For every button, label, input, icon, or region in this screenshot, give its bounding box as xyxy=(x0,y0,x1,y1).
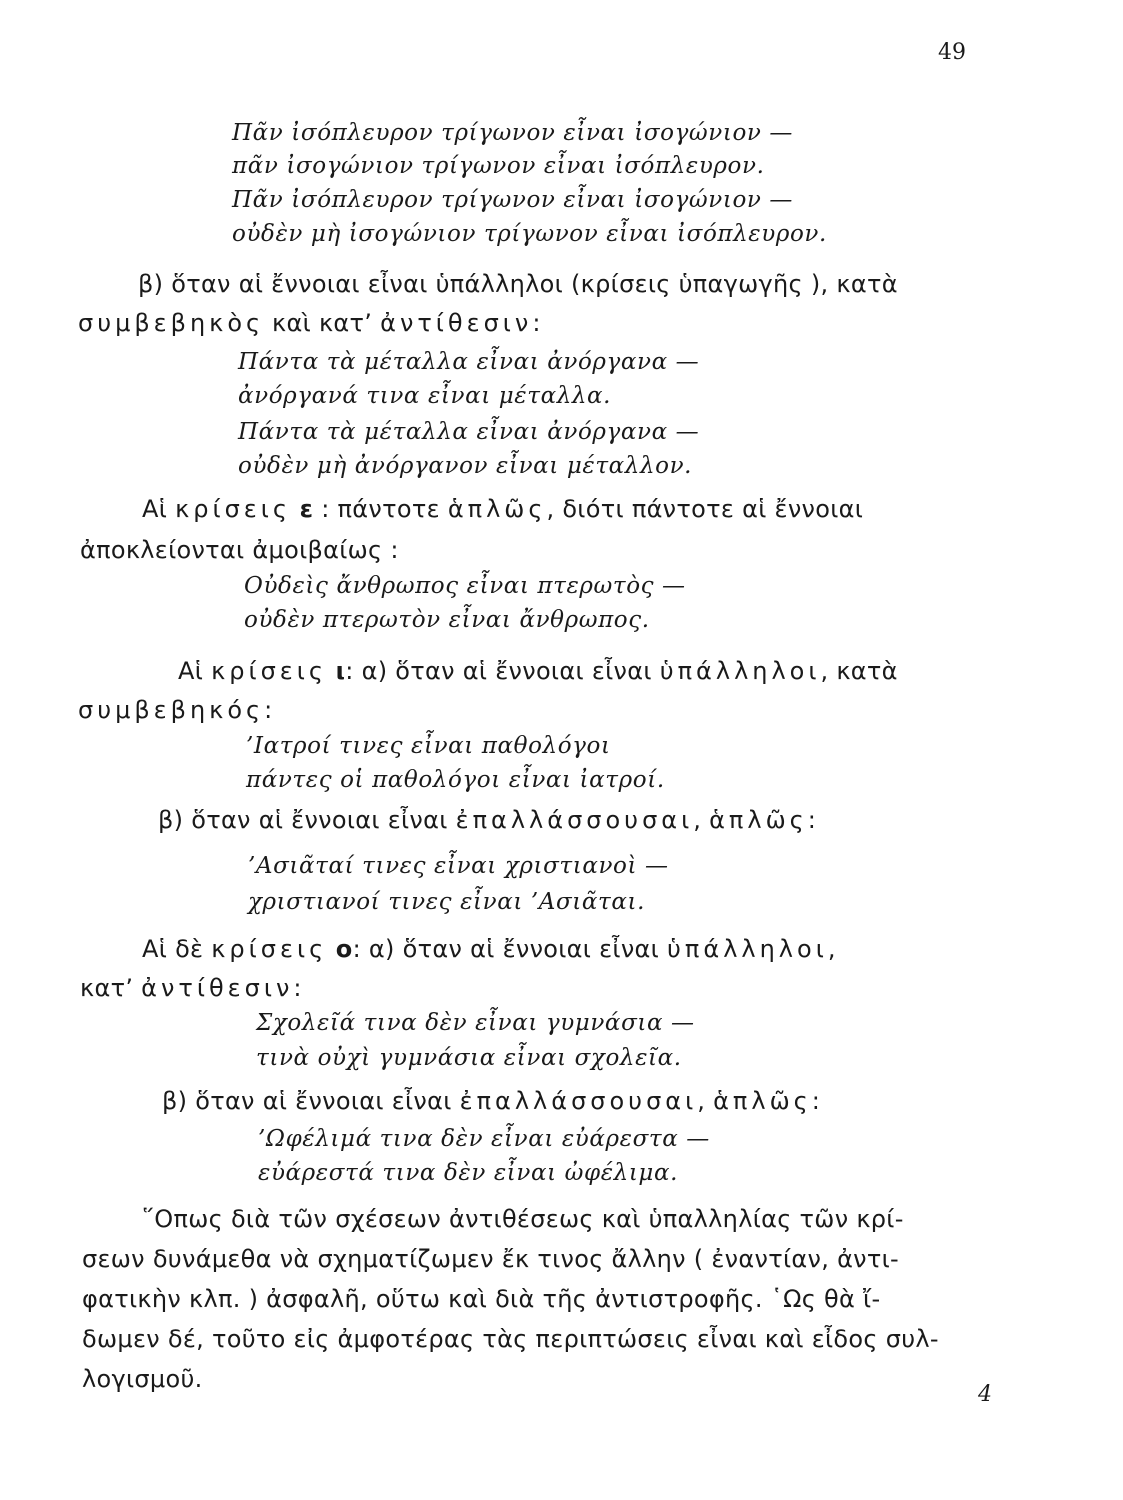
paragraph-line: ῞Οπως διὰ τῶν σχέσεων ἀντιθέσεως καὶ ὑπαλληλίας τῶν κρί- xyxy=(142,1205,904,1233)
judgment-letter: ο xyxy=(327,935,353,963)
text-run: : xyxy=(532,309,541,337)
paragraph-line: ἀποκλείονται ἀμοιβαίως : xyxy=(80,536,399,564)
example-line: πάντες οἱ παθολόγοι εἶναι ἰατροί. xyxy=(246,767,665,793)
text-run: Αἱ xyxy=(178,657,212,685)
paragraph-line: δωμεν δέ, τοῦτο εἰς ἀμφοτέρας τὰς περιπτώσεις εἶναι καὶ εἶδος συλ- xyxy=(82,1325,939,1353)
spaced-term: κρίσεις xyxy=(211,935,328,963)
text-run: : α) ὅταν αἱ ἔννοιαι εἶναι xyxy=(352,935,668,963)
judgment-letter: ε xyxy=(290,495,314,523)
text-run: β) ὅταν αἱ ἔννοιαι εἶναι xyxy=(158,806,456,834)
example-line: Πάντα τὰ μέταλλα εἶναι ἀνόργανα — xyxy=(238,419,700,445)
example-line: χριστιανοί τινες εἶναι ’Ασιᾶται. xyxy=(248,889,646,915)
text-run: Αἱ xyxy=(142,495,176,523)
spaced-term: κρίσεις xyxy=(211,657,327,685)
example-line: ’Ασιᾶταί τινες εἶναι χριστιανοὶ — xyxy=(248,853,669,879)
judgment-letter: ι xyxy=(326,657,346,685)
text-run: , xyxy=(697,1087,714,1115)
paragraph-line xyxy=(142,935,836,963)
text-run: β) ὅταν αἱ ἔννοιαι εἶναι xyxy=(162,1087,460,1115)
spaced-term: ἀντίθεσιν xyxy=(141,974,294,1002)
example-line: πᾶν ἰσογώνιον τρίγωνον εἶναι ἰσόπλευρον. xyxy=(232,153,765,179)
paragraph-line: φατικὴν κλπ. ) ἀσφαλῆ, οὕτω καὶ διὰ τῆς ἀντιστροφῆς. ῾Ως θὰ ἴ- xyxy=(82,1285,881,1313)
paragraph-line xyxy=(78,696,273,724)
example-line: ἀνόργανά τινα εἶναι μέταλλα. xyxy=(238,383,612,409)
text-run: καὶ κατ’ xyxy=(264,309,381,337)
text-run: , xyxy=(827,935,836,963)
spaced-term: συμβεβηκὸς xyxy=(78,309,265,337)
paragraph-line: σεων δυνάμεθα νὰ σχηματίζωμεν ἔκ τινος ἄλλην ( ἐναντίαν, ἀντι- xyxy=(82,1245,900,1273)
example-line: ’Ιατροί τινες εἶναι παθολόγοι xyxy=(246,733,611,759)
text-run: , xyxy=(693,806,710,834)
spaced-term: ἐπαλλάσσουσαι xyxy=(459,1087,698,1115)
text-run: : πάντοτε xyxy=(313,495,448,523)
text-run: : xyxy=(264,696,273,724)
spaced-term: κρίσεις xyxy=(175,495,291,523)
text-run: : xyxy=(293,974,302,1002)
spaced-term: ὑπάλληλοι xyxy=(667,935,828,963)
example-line: τινὰ οὐχὶ γυμνάσια εἶναι σχολεῖα. xyxy=(256,1045,682,1071)
paragraph-line: λογισμοῦ. xyxy=(82,1365,203,1393)
spaced-term: ἁπλῶς xyxy=(713,1087,812,1115)
paragraph-line: β) ὅταν αἱ ἔννοιαι εἶναι ὑπάλληλοι (κρίσεις ὑπαγωγῆς ), κατὰ xyxy=(138,270,898,298)
text-run: , κατὰ xyxy=(820,657,898,685)
text-run: , διότι πάντοτε αἱ ἔννοιαι xyxy=(546,495,864,523)
example-line: οὐδὲν πτερωτὸν εἶναι ἄνθρωπος. xyxy=(244,607,650,633)
spaced-term: ἁπλῶς xyxy=(447,495,547,523)
example-line: Πᾶν ἰσόπλευρον τρίγωνον εἶναι ἰσογώνιον — xyxy=(232,187,794,213)
paragraph-line xyxy=(78,309,541,337)
paragraph-line xyxy=(178,657,898,685)
example-line: Πάντα τὰ μέταλλα εἶναι ἀνόργανα — xyxy=(238,349,700,375)
paragraph-line xyxy=(162,1087,820,1115)
signature-mark: 4 xyxy=(978,1382,992,1407)
text-run: : xyxy=(811,1087,821,1115)
paragraph-line xyxy=(80,974,302,1002)
text-run: : xyxy=(807,806,817,834)
spaced-term: ἐπαλλάσσουσαι xyxy=(455,806,694,834)
paragraph-line xyxy=(158,806,816,834)
paragraph-line xyxy=(142,495,863,523)
example-line: Πᾶν ἰσόπλευρον τρίγωνον εἶναι ἰσογώνιον — xyxy=(232,120,794,146)
spaced-term: ἁπλῶς xyxy=(709,806,808,834)
example-line: οὐδὲν μὴ ἀνόργανον εἶναι μέταλλον. xyxy=(238,453,693,479)
example-line: οὐδὲν μὴ ἰσογώνιον τρίγωνον εἶναι ἰσόπλευρον. xyxy=(232,221,827,247)
text-run: Αἱ δὲ xyxy=(142,935,212,963)
example-line: Οὐδεὶς ἄνθρωπος εἶναι πτερωτὸς — xyxy=(244,573,686,599)
text-run: : α) ὅταν αἱ ἔννοιαι εἶναι xyxy=(345,657,660,685)
spaced-term: ἀντίθεσιν xyxy=(380,309,533,337)
example-line: Σχολεῖά τινα δὲν εἶναι γυμνάσια — xyxy=(256,1010,695,1036)
text-run: κατ’ xyxy=(80,974,142,1002)
example-line: εὐάρεστά τινα δὲν εἶναι ὠφέλιμα. xyxy=(258,1160,679,1186)
spaced-term: ὑπάλληλοι xyxy=(659,657,821,685)
example-line: ’Ωφέλιμά τινα δὲν εἶναι εὐάρεστα — xyxy=(258,1126,710,1152)
spaced-term: συμβεβηκός xyxy=(78,696,265,724)
page-number: 49 xyxy=(938,40,966,65)
